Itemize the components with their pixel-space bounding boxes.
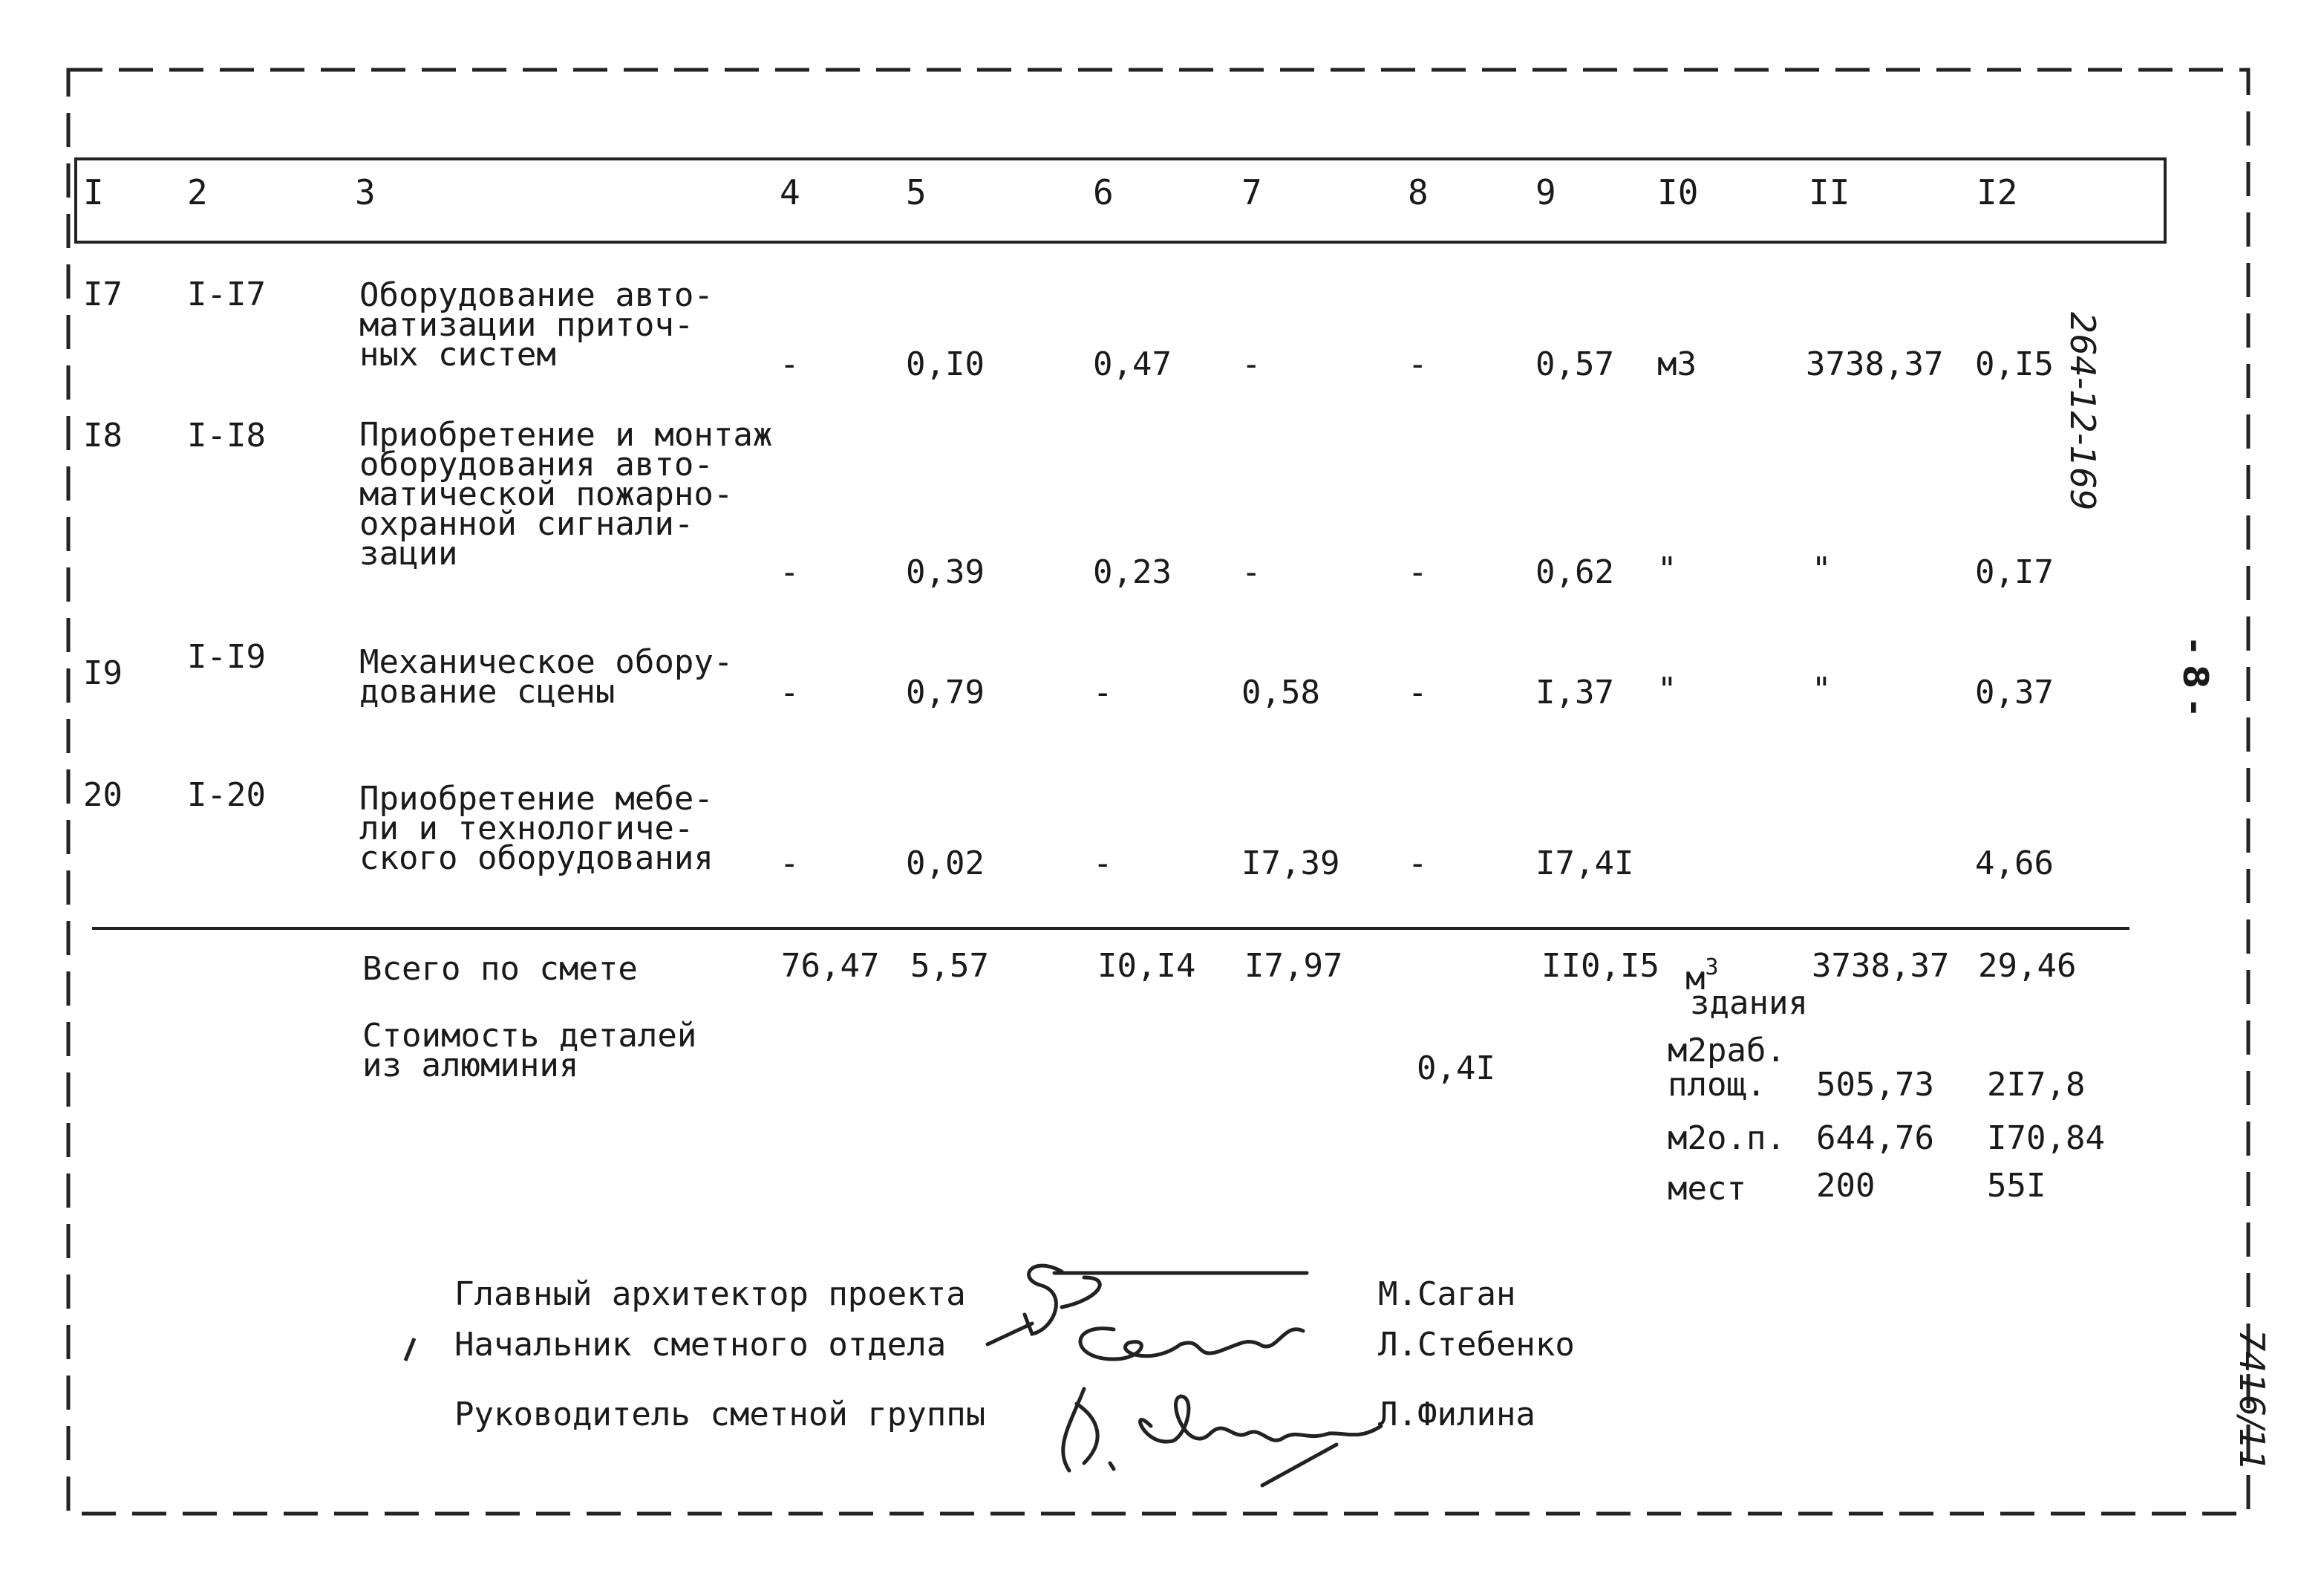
header-col-3: 3 (355, 172, 376, 212)
row-col-6: - (1093, 674, 1113, 712)
aluminium-col-12: 2I7,8 (1987, 1066, 2086, 1104)
extra-col-12: 55I (1987, 1167, 2046, 1205)
signatory-position: Главный архитектор проекта (454, 1275, 966, 1313)
header-col-6: 6 (1093, 172, 1114, 212)
signature-stebenko (988, 1324, 1303, 1359)
row-description-line: ных систем (359, 336, 556, 374)
row-description-line: Оборудование авто- (359, 276, 714, 314)
row-col-4: - (780, 345, 800, 383)
signatory-position: Начальник сметного отдела (454, 1326, 947, 1364)
row-col-6: 0,47 (1093, 345, 1172, 383)
row-col-5: 0,39 (906, 553, 985, 591)
row-description-line: Приобретение и монтаж (359, 416, 773, 454)
margin-tick-mark (405, 1338, 414, 1361)
extra-unit: м2о.п. (1668, 1119, 1786, 1157)
header-col-10: I0 (1657, 172, 1699, 212)
row-description-line: матизации приточ- (359, 306, 694, 344)
signatory-name: Л.Стебенко (1378, 1326, 1575, 1364)
aluminium-col-11: 505,73 (1816, 1066, 1934, 1104)
row-code: I-20 (187, 776, 266, 814)
aluminium-label-line: из алюминия (362, 1046, 579, 1084)
row-col-9: 0,57 (1535, 345, 1614, 383)
row-col-12: 0,I7 (1975, 553, 2054, 591)
row-col-12: 0,I5 (1975, 345, 2054, 383)
totals-label: Всего по смете (362, 950, 638, 988)
totals-unit-base: м (1685, 960, 1706, 997)
signature-filina (1063, 1389, 1381, 1485)
row-col-8: - (1408, 345, 1428, 383)
row-col-4: - (780, 553, 800, 591)
row-description-line: Приобретение мебе- (359, 780, 714, 818)
row-col-6: 0,23 (1093, 553, 1172, 591)
extra-col-11: 644,76 (1816, 1119, 1934, 1157)
header-col-7: 7 (1241, 172, 1262, 212)
header-col-11: II (1809, 172, 1850, 212)
aluminium-unit-line: м2раб. (1668, 1032, 1786, 1070)
row-col-11: " (1812, 550, 1832, 588)
row-col-12: 0,37 (1975, 674, 2054, 712)
row-description-line: ли и технологиче- (359, 810, 694, 847)
row-col-11: " (1812, 671, 1832, 709)
row-col-8: - (1408, 674, 1428, 712)
header-col-5: 5 (906, 172, 927, 212)
page-number: - 8 - (2176, 639, 2216, 715)
extra-unit: мест (1668, 1170, 1746, 1208)
aluminium-unit-line: площ. (1668, 1066, 1766, 1104)
row-col-8: - (1408, 844, 1428, 882)
row-col-9: I7,4I (1535, 844, 1634, 882)
row-col-10: " (1657, 671, 1677, 709)
row-col-4: - (780, 674, 800, 712)
row-description-line: Механическое обору- (359, 643, 734, 681)
row-code: I-I9 (187, 638, 266, 676)
row-description-line: ского оборудования (359, 839, 714, 877)
row-number: I8 (83, 417, 123, 455)
header-box (76, 159, 2165, 242)
row-col-7: 0,58 (1241, 674, 1320, 712)
aluminium-col-8: 0,4I (1417, 1049, 1495, 1087)
row-description-line: зации (359, 535, 458, 573)
row-col-5: 0,I0 (906, 345, 985, 383)
totals-col-6: I0,I4 (1097, 947, 1196, 985)
row-col-9: I,37 (1535, 674, 1614, 712)
row-col-9: 0,62 (1535, 553, 1614, 591)
header-col-4: 4 (780, 172, 800, 212)
signatory-position: Руководитель сметной группы (454, 1396, 986, 1433)
totals-col-9: II0,I5 (1541, 947, 1659, 985)
row-col-11: 3738,37 (1806, 345, 1944, 383)
totals-unit-superscript: 3 (1705, 954, 1719, 980)
row-col-8: - (1408, 553, 1428, 591)
totals-col-7: I7,97 (1244, 947, 1343, 985)
signature-saganh (1025, 1266, 1307, 1334)
row-col-4: - (780, 844, 800, 882)
row-number: I7 (83, 276, 123, 313)
row-col-10: " (1657, 550, 1677, 588)
header-col-2: 2 (187, 172, 208, 212)
signatory-name: Л.Филина (1378, 1396, 1535, 1433)
header-col-9: 9 (1535, 172, 1556, 212)
totals-col-5: 5,57 (910, 947, 989, 985)
row-code: I-I7 (187, 276, 266, 313)
row-description-line: матической пожарно- (359, 475, 734, 513)
row-description-line: дование сцены (359, 673, 616, 711)
row-code: I-I8 (187, 417, 266, 455)
totals-col-11: 3738,37 (1812, 947, 1950, 985)
row-number: 20 (83, 776, 123, 814)
row-col-7: - (1241, 345, 1261, 383)
totals-col-12: 29,46 (1978, 947, 2077, 985)
row-col-5: 0,79 (906, 674, 985, 712)
row-col-5: 0,02 (906, 844, 985, 882)
header-col-8: 8 (1408, 172, 1429, 212)
row-col-7: - (1241, 553, 1261, 591)
header-col-12: I2 (1977, 172, 2018, 212)
handwritten-signatures (401, 1248, 1411, 1493)
signatory-name: М.Саган (1378, 1275, 1516, 1313)
archive-ref-label: 7416/11 (2232, 1329, 2272, 1472)
header-col-1: I (83, 172, 104, 212)
row-number: I9 (83, 654, 123, 692)
row-col-10: м3 (1657, 345, 1697, 383)
extra-col-11: 200 (1816, 1167, 1876, 1205)
row-col-12: 4,66 (1975, 844, 2054, 882)
row-description-line: оборудования авто- (359, 446, 714, 484)
extra-col-12: I70,84 (1987, 1119, 2105, 1157)
doc-code-label: 264-12-169 (2063, 312, 2103, 511)
row-description-line: охранной сигнали- (359, 505, 694, 543)
totals-col-4: 76,47 (781, 947, 880, 985)
aluminium-label-line: Стоимость деталей (362, 1017, 697, 1055)
totals-unit-qualifier: здания (1690, 984, 1808, 1022)
row-col-7: I7,39 (1241, 844, 1340, 882)
row-col-6: - (1093, 844, 1113, 882)
